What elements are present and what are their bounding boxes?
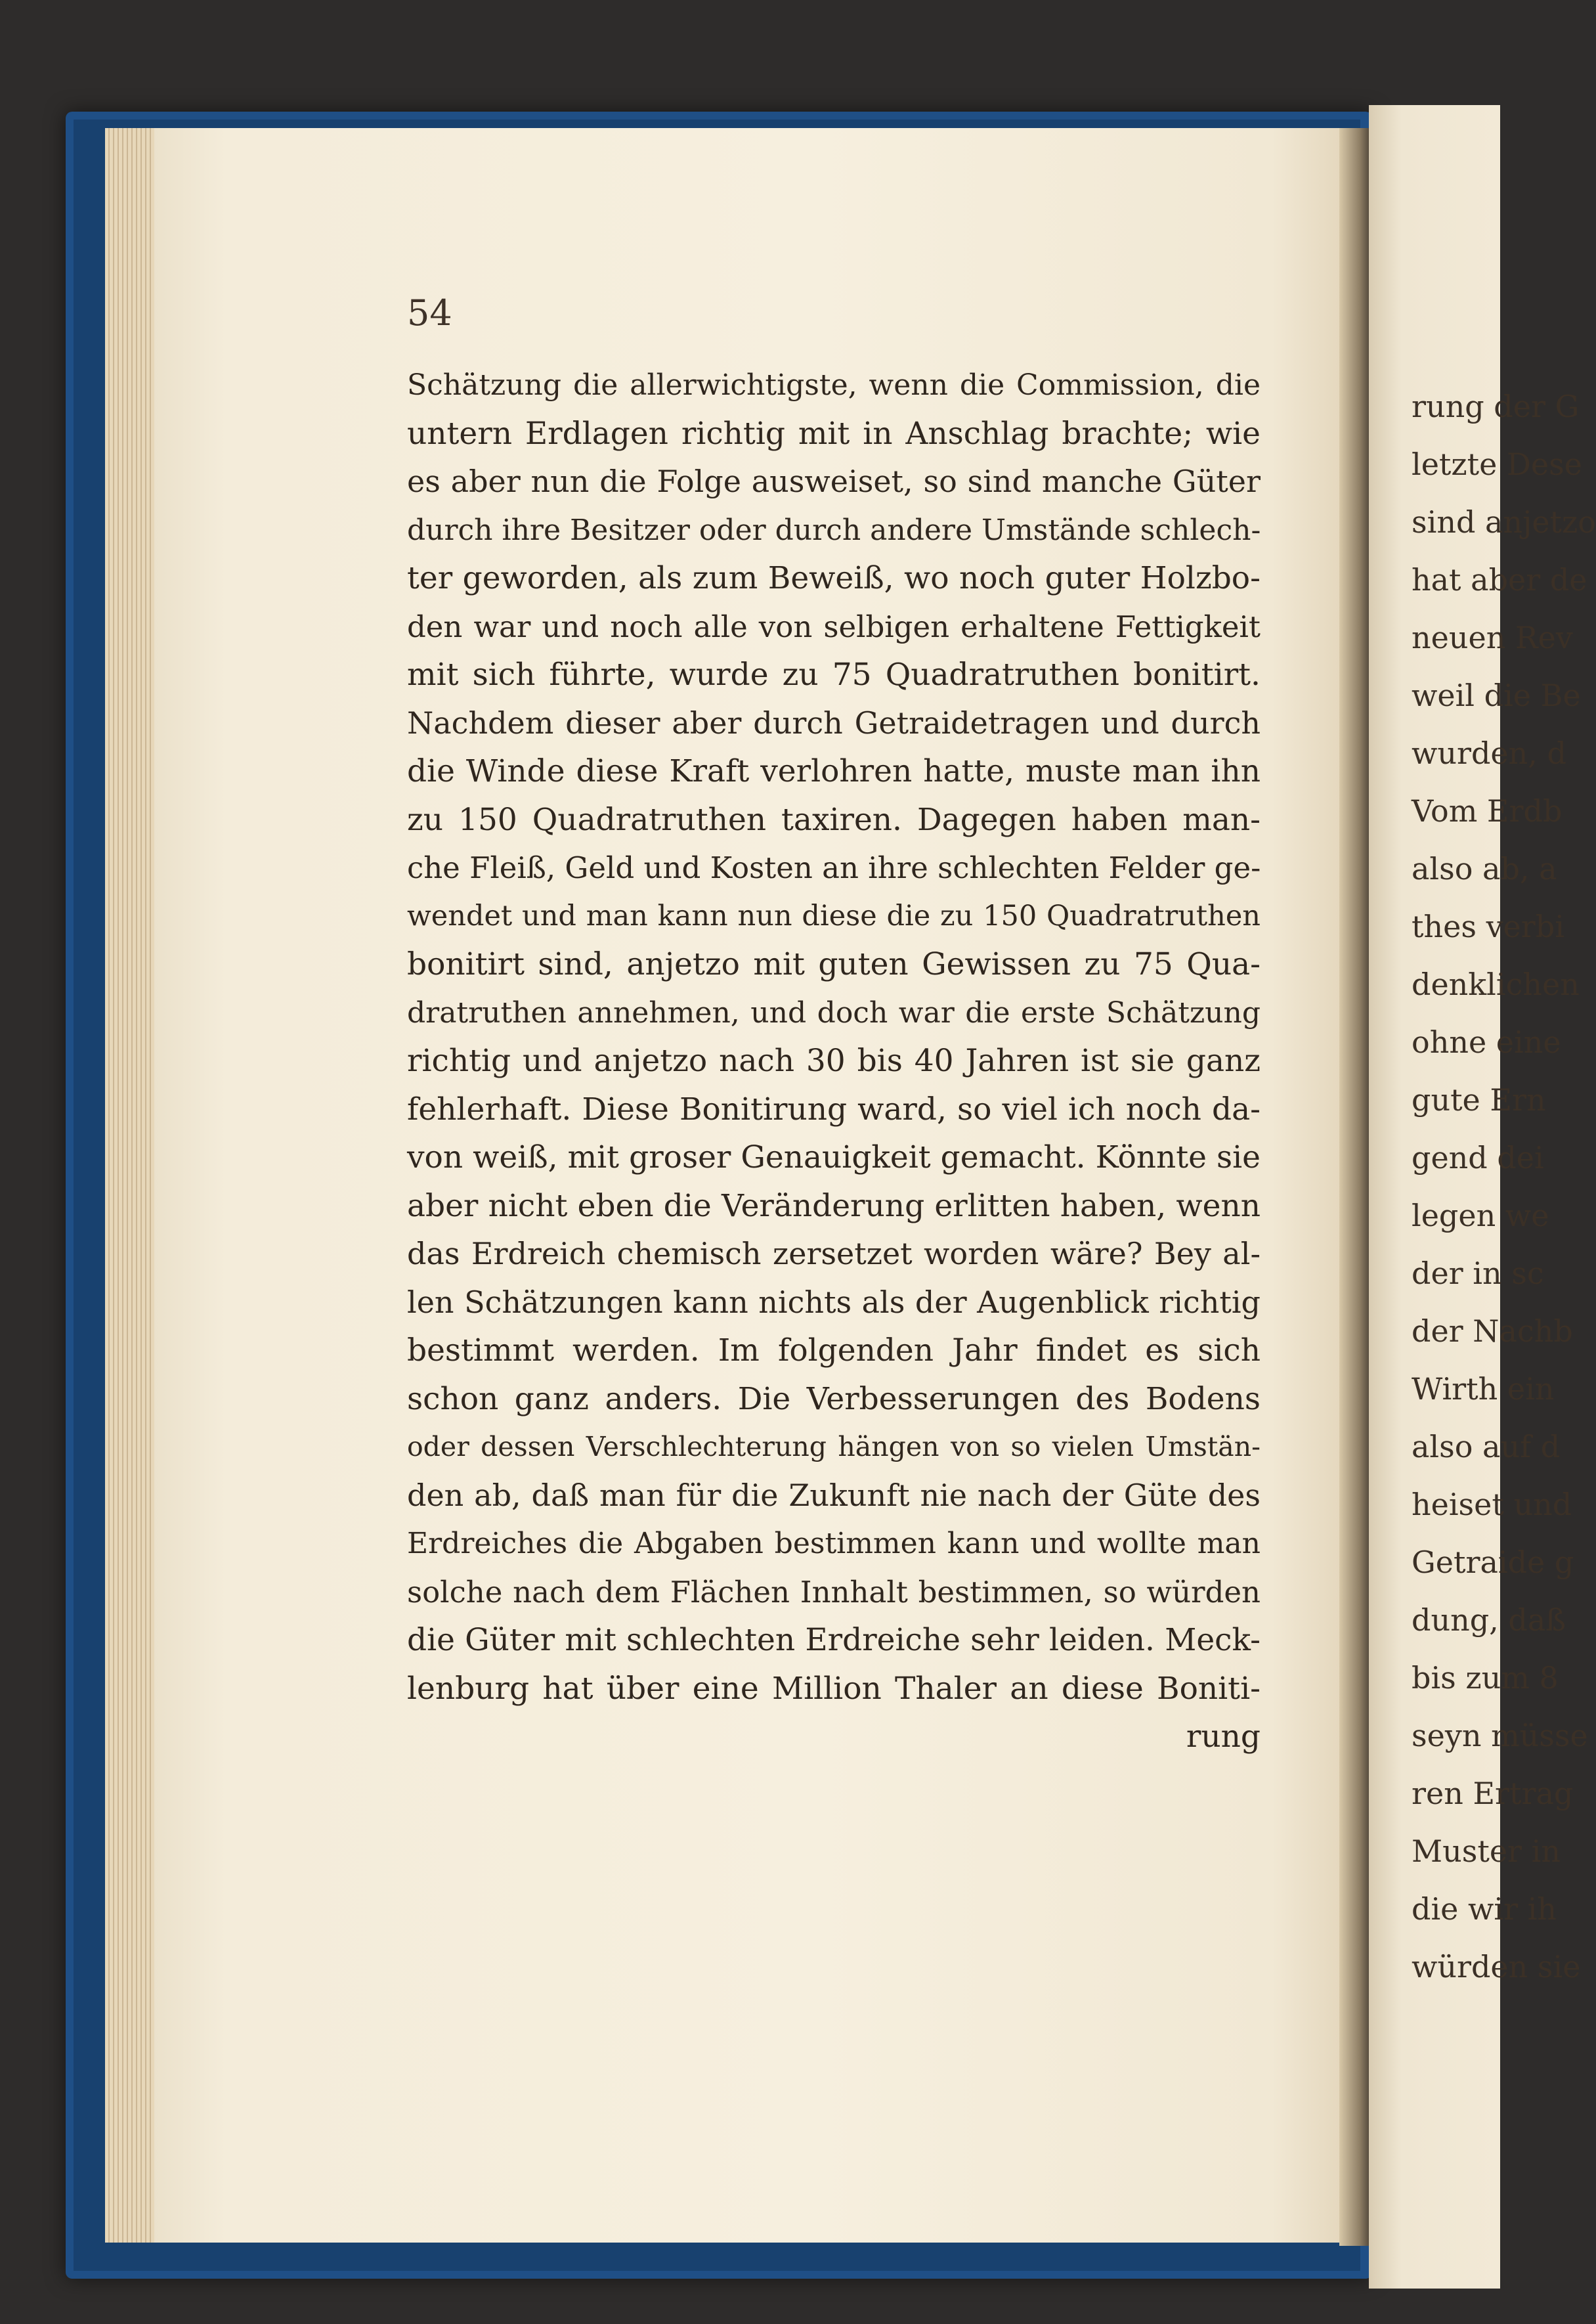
text-line: die Güter mit schlechten Erdreiche sehr leiden. Meck- [407, 1622, 1261, 1658]
text-line: oder dessen Verschlechterung hängen von so vielen Umstän- [407, 1431, 1261, 1462]
facing-text-line: rung der G [1412, 389, 1580, 424]
text-line: schon ganz anders. Die Verbesserungen des Bodens [407, 1380, 1261, 1417]
text-line: fehlerhaft. Diese Bonitirung ward, so viel ich noch da- [407, 1091, 1261, 1128]
facing-text-line: thes verbi [1412, 909, 1564, 944]
text-line: den war und noch alle von selbigen erhaltene Fettigkeit [407, 609, 1261, 644]
facing-text-line: also ab, a [1412, 851, 1557, 887]
facing-text-line: gend dei [1412, 1140, 1544, 1175]
page-body-text [407, 361, 1261, 1761]
text-line: durch ihre Besitzer oder durch andere Umstände schlech- [407, 513, 1261, 547]
facing-text-line: neuen Rev [1412, 620, 1573, 655]
facing-text-line: der Nachb [1412, 1313, 1573, 1349]
text-line: wendet und man kann nun diese die zu 150 Quadratruthen [407, 899, 1261, 932]
text-line: Schätzung die allerwichtigste, wenn die Commission, die [407, 368, 1261, 402]
text-line: ter geworden, als zum Beweiß, wo noch guter Holzbo- [407, 560, 1261, 596]
text-line: von weiß, mit groser Genauigkeit gemacht. Könnte sie [407, 1139, 1261, 1175]
text-line: Nachdem dieser aber durch Getraidetragen und durch [407, 705, 1261, 741]
right-page-text [1369, 378, 1596, 1996]
facing-text-line: bis zum 8 [1412, 1660, 1559, 1696]
facing-text-line: würden sie [1412, 1949, 1581, 1984]
text-line: mit sich führte, wurde zu 75 Quadratruthen bonitirt. [407, 657, 1261, 693]
facing-text-line: ohne eine [1412, 1024, 1561, 1060]
facing-text-line: seyn müsse [1412, 1718, 1588, 1753]
facing-text-line: Wirth ein [1412, 1371, 1555, 1407]
facing-text-line: heiset und [1412, 1487, 1572, 1522]
facing-text-line: Getraide g [1412, 1545, 1574, 1580]
facing-text-line: also auf d [1412, 1429, 1561, 1464]
facing-text-line: letzte Dese [1412, 447, 1582, 482]
facing-text-line: der in sc [1412, 1256, 1544, 1291]
text-line: bestimmt werden. Im folgenden Jahr findet es sich [407, 1332, 1261, 1369]
text-line: den ab, daß man für die Zukunft nie nach der Güte des [407, 1477, 1261, 1513]
text-line: bonitirt sind, anjetzo mit guten Gewissen zu 75 Qua- [407, 946, 1261, 982]
page-number: 54 [407, 292, 452, 334]
facing-text-line: gute Ern [1412, 1082, 1546, 1118]
facing-text-line: denklichen [1412, 967, 1580, 1002]
text-line: len Schätzungen kann nichts als der Augenblick richtig [407, 1284, 1261, 1320]
right-page-fragment [1369, 105, 1596, 2289]
facing-text-line: legen we [1412, 1198, 1549, 1233]
text-line: Erdreiches die Abgaben bestimmen kann und wollte man [407, 1527, 1261, 1560]
facing-text-line: hat aber de [1412, 562, 1587, 598]
text-line: aber nicht eben die Veränderung erlitten haben, wenn [407, 1187, 1261, 1224]
text-line: che Fleiß, Geld und Kosten an ihre schlechten Felder ge- [407, 850, 1261, 885]
facing-text-line: Muster in [1412, 1833, 1561, 1869]
facing-text-line: weil die Be [1412, 678, 1581, 713]
text-line: zu 150 Quadratruthen taxiren. Dagegen haben man- [407, 801, 1261, 838]
text-line: das Erdreich chemisch zersetzet worden wäre? Bey al- [407, 1236, 1261, 1271]
text-line: es aber nun die Folge ausweiset, so sind manche Güter [407, 464, 1261, 499]
facing-text-line: sind anjetzo [1412, 504, 1596, 540]
text-line: die Winde diese Kraft verlohren hatte, muste man ihn [407, 753, 1261, 789]
facing-text-line: Vom Erdb [1412, 793, 1563, 829]
facing-text-line: dung, daß [1412, 1602, 1566, 1638]
catchword: rung [1186, 1719, 1261, 1755]
facing-text-line: wurden, d [1412, 735, 1566, 771]
text-line: untern Erdlagen richtig mit in Anschlag brachte; wie [407, 415, 1261, 452]
facing-text-line: ren Ertrag [1412, 1776, 1574, 1811]
text-line: lenburg hat über eine Million Thaler an diese Boniti- [407, 1670, 1261, 1707]
text-line: dratruthen annehmen, und doch war die erste Schätzung [407, 996, 1261, 1030]
text-line: richtig und anjetzo nach 30 bis 40 Jahren ist sie ganz [407, 1043, 1261, 1079]
text-line: solche nach dem Flächen Innhalt bestimmen, so würden [407, 1574, 1261, 1610]
facing-text-line: die wir ih [1412, 1891, 1557, 1927]
